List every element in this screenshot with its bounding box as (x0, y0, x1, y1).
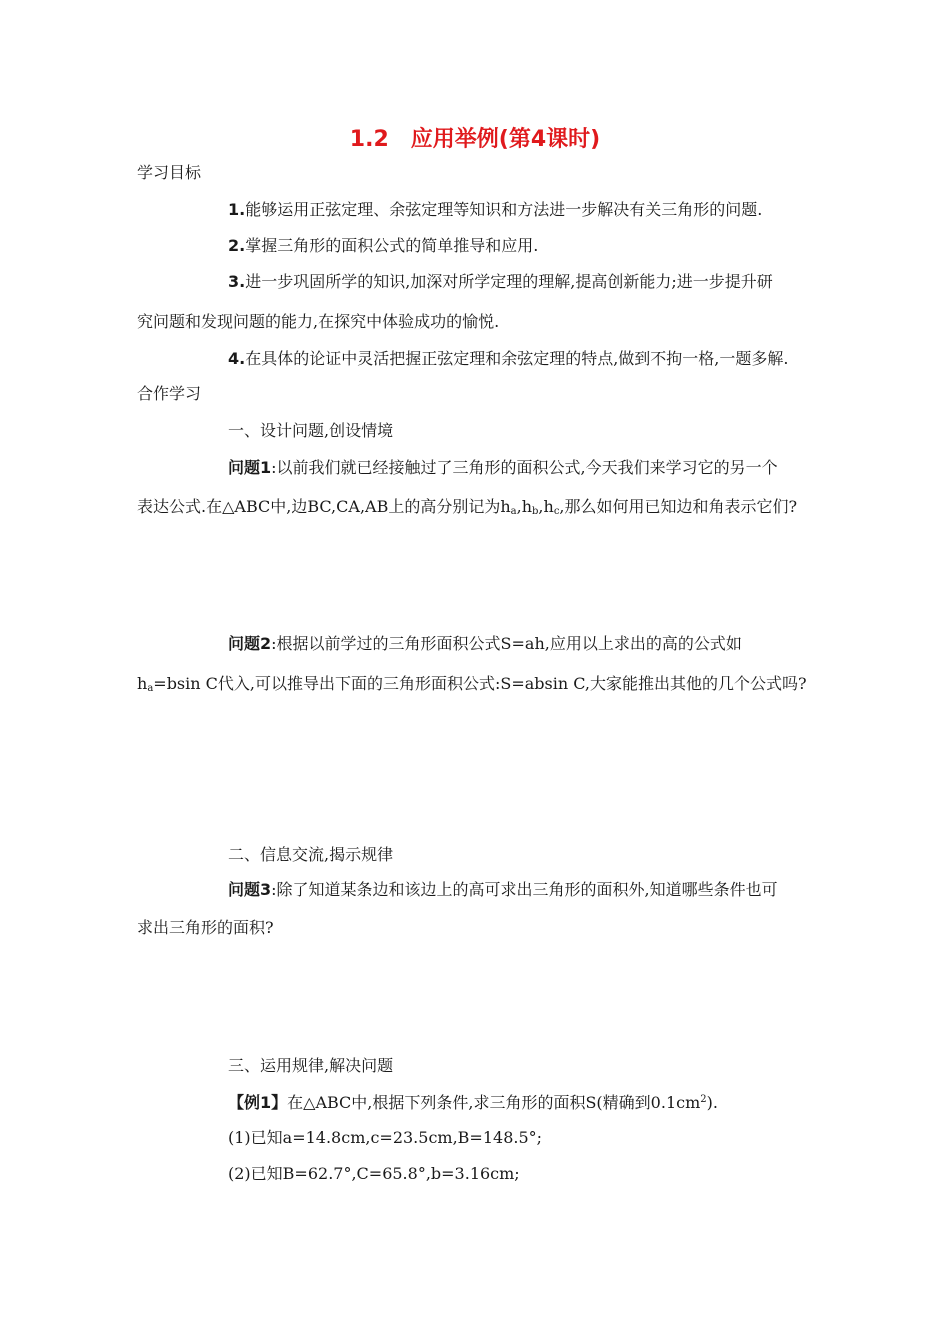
question-2 (228, 634, 742, 654)
goal-number: 3. (228, 272, 246, 291)
goal-item-3-cont: 究问题和发现问题的能力,在探究中体验成功的愉悦. (137, 312, 500, 331)
goal-number: 1. (228, 200, 246, 219)
goal-number: 2. (228, 236, 246, 255)
subscript: b (532, 506, 539, 517)
question-text: :根据以前学过的三角形面积公式S=ah,应用以上求出的高的公式如 (271, 634, 742, 653)
question-text: :除了知道某条边和该边上的高可求出三角形的面积外,知道哪些条件也可 (271, 880, 778, 899)
superscript: 2 (700, 1094, 707, 1105)
question-1 (228, 458, 778, 478)
section-heading-goals: 学习目标 (137, 163, 202, 182)
question-label: 问题1 (228, 458, 272, 477)
subscript: c (553, 506, 560, 517)
goal-item-3 (228, 272, 773, 292)
question-label: 问题3 (228, 880, 272, 899)
goal-text: 在具体的论证中灵活把握正弦定理和余弦定理的特点,做到不拘一格,一题多解. (245, 349, 789, 368)
question-text: ,h (516, 497, 533, 516)
goal-text: 进一步巩固所学的知识,加深对所学定理的理解,提高创新能力;进一步提升研 (245, 272, 773, 291)
question-text: 表达公式.在△ABC中,边BC,CA,AB上的高分别记为h (137, 497, 511, 516)
goal-item-2 (228, 236, 538, 256)
goal-text: 能够运用正弦定理、余弦定理等知识和方法进一步解决有关三角形的问题. (245, 200, 763, 219)
subscript: a (510, 506, 517, 517)
question-3 (228, 880, 778, 900)
example-item-1: (1)已知a=14.8cm,c=23.5cm,B=148.5°; (228, 1128, 543, 1147)
question-text: :以前我们就已经接触过了三角形的面积公式,今天我们来学习它的另一个 (271, 458, 778, 477)
example-label: 【例1】 (228, 1093, 288, 1112)
question-label: 问题2 (228, 634, 272, 653)
question-text: ,那么如何用已知边和角表示它们? (559, 497, 798, 516)
page-title: 1.2 应用举例(第4课时) (349, 127, 601, 152)
part1-heading: 一、设计问题,创设情境 (228, 421, 394, 440)
part3-heading: 三、运用规律,解决问题 (228, 1056, 394, 1075)
example-text: 在△ABC中,根据下列条件,求三角形的面积S(精确到0.1cm (287, 1093, 701, 1112)
goal-item-1 (228, 200, 762, 220)
example-text: ). (706, 1093, 718, 1112)
question-3-cont: 求出三角形的面积? (137, 918, 274, 937)
question-2-cont (137, 674, 807, 694)
goal-item-4 (228, 349, 788, 369)
question-text: =bsin C代入,可以推导出下面的三角形面积公式:S=absin C,大家能推出其他的几个公式吗? (153, 674, 807, 693)
question-text: ,h (538, 497, 554, 516)
part2-heading: 二、信息交流,揭示规律 (228, 845, 394, 864)
example-1 (228, 1093, 718, 1113)
example-item-2: (2)已知B=62.7°,C=65.8°,b=3.16cm; (228, 1164, 520, 1183)
goal-text: 掌握三角形的面积公式的简单推导和应用. (245, 236, 539, 255)
goal-number: 4. (228, 349, 246, 368)
section-heading-coop: 合作学习 (137, 384, 202, 403)
question-text: h (137, 674, 148, 693)
subscript: a (147, 683, 154, 694)
question-1-cont (137, 497, 797, 517)
